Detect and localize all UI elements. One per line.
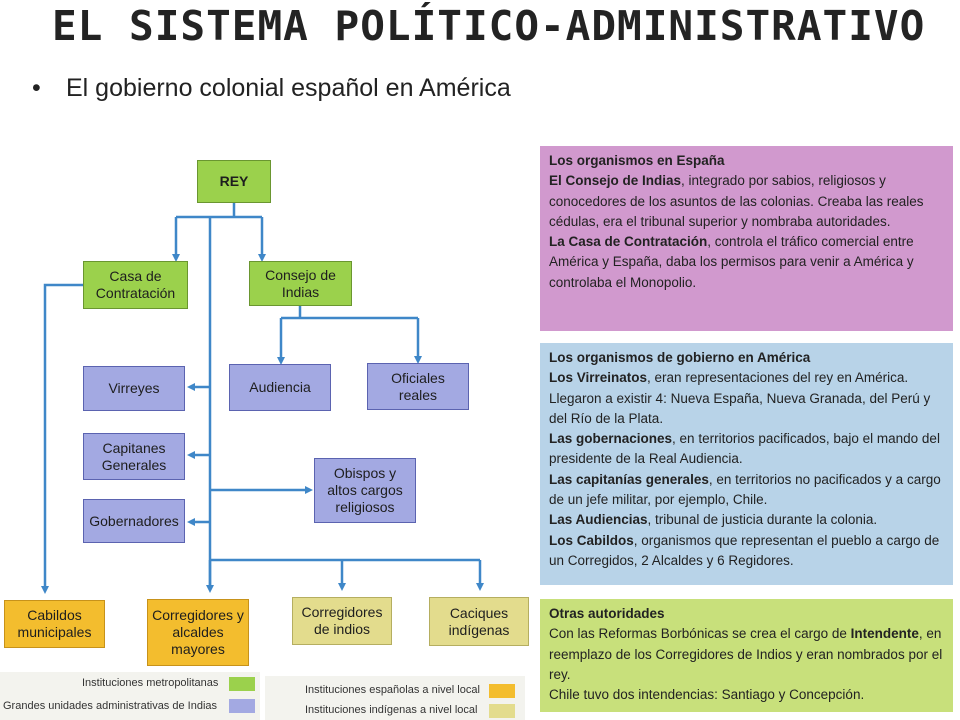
page-subtitle: El gobierno colonial español en América (66, 74, 511, 102)
node-caciques: Caciques indígenas (429, 597, 529, 646)
legend-swatch-green (229, 677, 255, 691)
term-cabildos: Los Cabildos (549, 532, 634, 548)
node-corregidores-indios: Corregidores de indios (292, 597, 392, 645)
panel-espana-consejo (549, 171, 945, 232)
desc-virreinatos: , eran representaciones del rey en América. Llegaron a existir 4: Nueva España, Nueva Granada, del Perú y del Río de la Plata. (549, 370, 931, 426)
node-rey: REY (197, 160, 271, 203)
legend-label-metropolitanas: Instituciones metropolitanas (82, 677, 219, 689)
panel-america-virreinatos (549, 368, 945, 429)
panel-organismos-espana (540, 146, 953, 331)
desc-casa: , controla el tráfico comercial entre América y España, daba los permisos para venir a América y controlaba el Monopolio. (549, 234, 914, 290)
panel-otras-intendente (549, 624, 945, 685)
term-audiencias: Las Audiencias (549, 512, 648, 528)
node-audiencia: Audiencia (229, 364, 331, 411)
desc-cabildos: , organismos que representan el pueblo a cargo de un Corregidos, 2 Alcaldes y 6 Regidores. (549, 532, 940, 568)
panel-espana-heading: Los organismos en España (549, 153, 725, 168)
node-consejo-indias: Consejo de Indias (249, 261, 352, 306)
panel-espana-casa (549, 232, 945, 293)
term-gobernaciones: Las gobernaciones (549, 431, 673, 447)
legend-swatch-blue (229, 699, 255, 713)
desc-intendente: , en reemplazo de los Corregidores de Indios y eran nombrados por el rey. (549, 626, 943, 682)
panel-america-heading: Los organismos de gobierno en América (549, 350, 811, 365)
node-casa-contratacion: Casa de Contratación (83, 261, 188, 309)
panel-otras-heading: Otras autoridades (549, 606, 665, 621)
panel-america-gobernaciones (549, 429, 945, 470)
legend-swatch-yellow (489, 684, 515, 698)
panel-america-capitanias (549, 470, 945, 511)
page-title: EL SISTEMA POLÍTICO-ADMINISTRATIVO (52, 2, 926, 50)
term-intendente: Intendente (850, 626, 919, 642)
term-virreinatos: Los Virreinatos (549, 370, 648, 386)
node-virreyes: Virreyes (83, 366, 185, 411)
term-consejo: El Consejo de Indias (549, 173, 682, 189)
desc-gobernaciones: , en territorios pacificados, bajo el mando del presidente de la Real Audiencia. (549, 431, 940, 467)
legend-label-indigenas: Instituciones indígenas a nivel local (305, 704, 478, 716)
bullet-marker: • (32, 74, 41, 102)
node-gobernadores: Gobernadores (83, 499, 185, 543)
panel-otras-chile: Chile tuvo dos intendencias: Santiago y Concepción. (549, 687, 865, 703)
node-oficiales-reales: Oficiales reales (367, 363, 469, 410)
legend-swatch-khaki (489, 704, 515, 718)
term-capitanias: Las capitanías generales (549, 471, 709, 487)
node-corregidores-alcaldes: Corregidores y alcaldes mayores (147, 599, 249, 666)
node-obispos: Obispos y altos cargos religiosos (314, 458, 416, 523)
pre-intendente: Con las Reformas Borbónicas se crea el cargo de (549, 626, 851, 642)
panel-america-audiencias (549, 510, 945, 530)
node-cabildos: Cabildos municipales (4, 600, 105, 648)
desc-capitanias: , en territorios no pacificados y a cargo de un jefe militar, por ejemplo, Chile. (549, 471, 941, 508)
legend-label-espanolas: Instituciones españolas a nivel local (305, 684, 480, 696)
panel-america-cabildos (549, 531, 945, 572)
node-capitanes-generales: Capitanes Generales (83, 433, 185, 480)
desc-audiencias: , tribunal de justicia durante la colonia. (647, 512, 878, 528)
panel-otras-autoridades (540, 599, 953, 712)
legend-label-grandes-unidades: Grandes unidades administrativas de Indias (3, 700, 218, 712)
term-casa: La Casa de Contratación (549, 234, 708, 250)
desc-consejo: , integrado por sabios, religiosos y conocedores de los asuntos de las colonias. Creaba las reales cédulas, era el tribunal superior y nombraba autoridades. (549, 173, 924, 229)
panel-organismos-america (540, 343, 953, 585)
